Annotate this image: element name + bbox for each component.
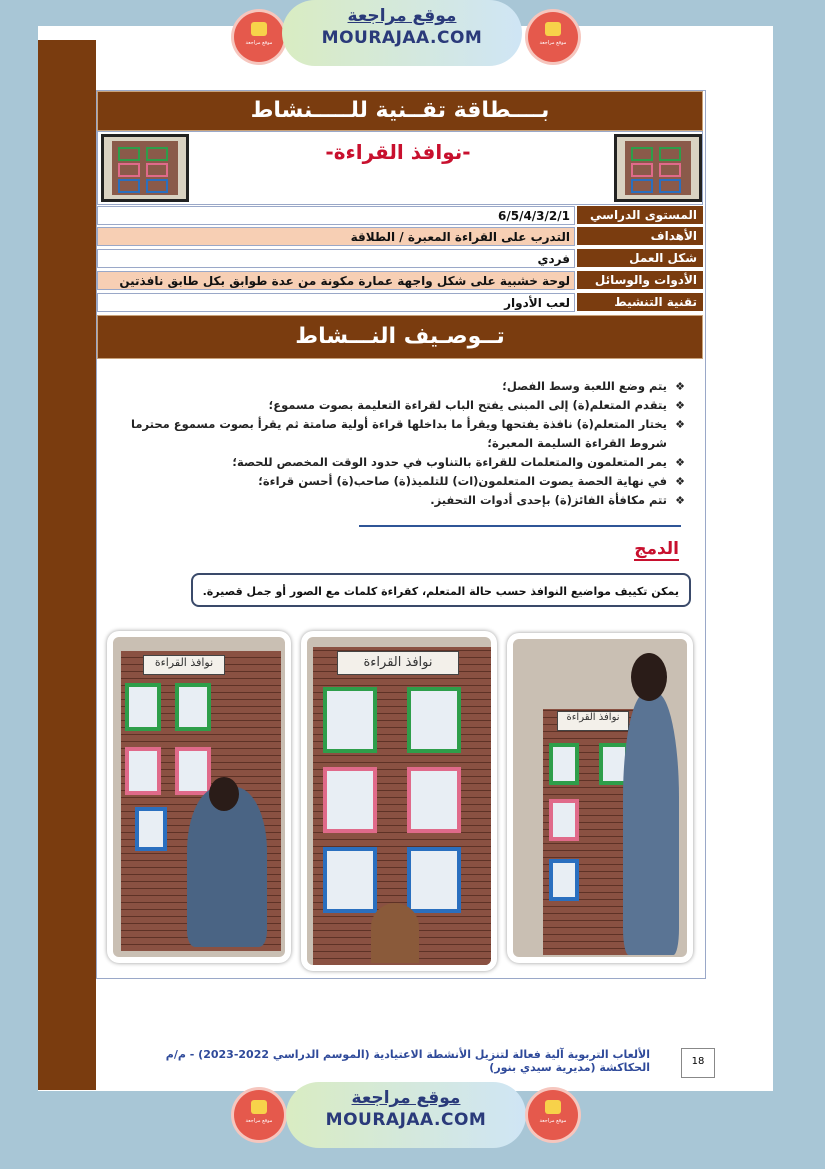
info-label: الأهداف <box>577 227 703 246</box>
photo-right <box>507 633 693 963</box>
photo-left <box>107 631 291 963</box>
section-divider <box>359 525 681 527</box>
list-item: ❖ يتم وضع اللعبة وسط الفصل؛ <box>105 377 685 396</box>
list-item: ❖ يمر المتعلمون والمتعلمات للقراءة بالتناوب في حدود الوقت المخصص للحصة؛ <box>105 453 685 472</box>
merge-note: يمكن تكييف مواضيع النوافذ حسب حالة المتعلم، كقراءة كلمات مع الصور أو جمل قصيرة. <box>191 573 691 607</box>
info-row-tools <box>97 271 703 290</box>
site-logo-left-top: موقع مراجعة <box>234 12 284 62</box>
title-area <box>97 131 703 205</box>
thumbnail-left <box>101 134 189 202</box>
list-item: ❖ في نهاية الحصة يصوت المتعلمون(ات) للتلميذ(ة) صاحب(ة) أحسن قراءة؛ <box>105 472 685 491</box>
site-name-latin: MOURAJAA.COM <box>321 28 483 48</box>
site-name-latin: MOURAJAA.COM <box>325 1110 487 1130</box>
info-value: لوحة خشبية على شكل واجهة عمارة مكونة من عدة طوابق بكل طابق نافذتين <box>97 271 575 290</box>
site-logo-right-top: موقع مراجعة <box>528 12 578 62</box>
info-value: فردي <box>97 249 575 268</box>
site-name-arabic: موقع مراجعة <box>351 1088 461 1108</box>
info-label: الأدوات والوسائل <box>577 271 703 290</box>
photo-sign: نوافذ القراءة <box>557 711 629 731</box>
info-label: تقنية التنشيط <box>577 293 703 312</box>
page-spine <box>38 40 96 1090</box>
thumbnail-right <box>614 134 702 202</box>
info-row-objectives <box>97 227 703 246</box>
info-row-technique <box>97 293 703 312</box>
list-item: ❖ تتم مكافأة الفائز(ة) بإحدى أدوات التحفيز. <box>105 491 685 510</box>
info-value: لعب الأدوار <box>97 293 575 312</box>
activity-card <box>96 90 706 979</box>
site-badge-top[interactable] <box>282 0 522 66</box>
card-title: بــــطاقة تقــنية للـــــنشاط <box>97 91 703 131</box>
description-title: تــوصـيف النـــشاط <box>97 315 703 359</box>
info-label: المستوى الدراسي <box>577 206 703 225</box>
list-item: ❖ يختار المتعلم(ة) نافذة يفتحها ويقرأ ما بداخلها قراءة أولية صامتة ثم يقرأ بصوت مسموع محترما شروط القراءة السليمة المعبرة؛ <box>105 415 685 453</box>
list-item: ❖ يتقدم المتعلم(ة) إلى المبنى يفتح الباب لقراءة التعليمة بصوت مسموع؛ <box>105 396 685 415</box>
merge-title: الدمج <box>634 539 679 559</box>
info-row-level <box>97 206 703 225</box>
site-badge-bottom[interactable] <box>286 1082 526 1148</box>
site-logo-right-bottom: موقع مراجعة <box>528 1090 578 1140</box>
photo-sign: نوافذ القراءة <box>143 655 225 675</box>
info-value: التدرب على القراءة المعبرة / الطلاقة <box>97 227 575 246</box>
page-footer: الألعاب التربوية آلية فعالة لتنزيل الأنشطة الاعتيادية (الموسم الدراسي 2022-2023) - م/م الحكاكشة (مديرية سيدي بنور) <box>165 1048 650 1074</box>
photo-middle <box>301 631 497 971</box>
site-logo-left-bottom: موقع مراجعة <box>234 1090 284 1140</box>
site-name-arabic: موقع مراجعة <box>347 6 457 26</box>
info-row-work-form <box>97 249 703 268</box>
photo-sign: نوافذ القراءة <box>337 651 459 675</box>
page-number: 18 <box>681 1048 715 1078</box>
steps-list <box>105 377 685 510</box>
activity-name: -نوافذ القراءة- <box>325 140 471 164</box>
info-value: 6/5/4/3/2/1 <box>97 206 575 225</box>
info-label: شكل العمل <box>577 249 703 268</box>
